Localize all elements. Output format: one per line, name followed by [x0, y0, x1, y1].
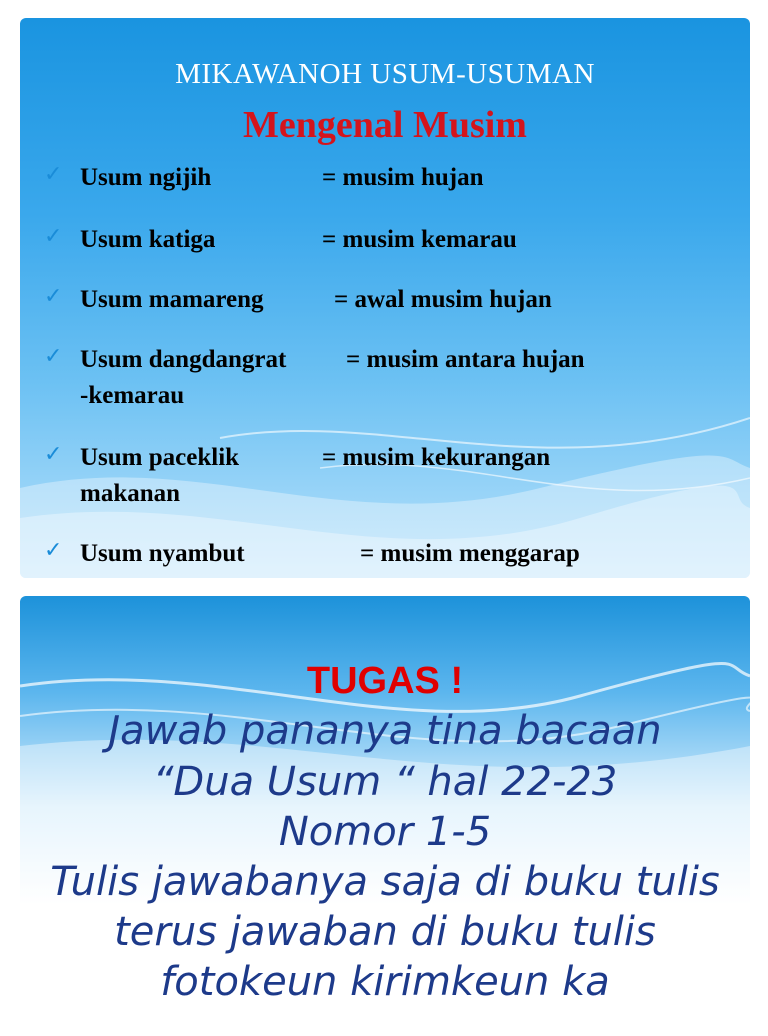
season-term: Usum nyambut — [80, 540, 245, 567]
checkmark-icon: ✓ — [44, 344, 63, 369]
season-definition-continued: -kemarau — [80, 382, 185, 409]
task-line: Jawab pananya tina bacaan — [108, 708, 662, 754]
task-line: Nomor 1-5 — [278, 809, 492, 855]
season-definition: = musim kekurangan — [322, 444, 551, 471]
task-heading: TUGAS ! — [306, 660, 464, 702]
task-line: terus jawaban di buku tulis — [114, 909, 656, 955]
checkmark-icon: ✓ — [44, 442, 63, 467]
season-term: Usum paceklik — [80, 444, 240, 471]
checkmark-icon: ✓ — [44, 162, 63, 187]
season-definition: = awal musim hujan — [334, 286, 552, 313]
season-definition: = musim hujan — [322, 164, 484, 191]
season-term: Usum mamareng — [80, 286, 264, 313]
task-line: Tulis jawabanya saja di buku tulis — [50, 859, 720, 905]
season-definition: = musim antara hujan — [346, 346, 585, 373]
season-term: Usum dangdangrat — [80, 346, 287, 373]
checkmark-icon: ✓ — [44, 538, 63, 563]
task-line: “Dua Usum “ hal 22-23 — [152, 759, 618, 805]
season-term: Usum katiga — [80, 226, 216, 253]
slide-subtitle: Mengenal Musim — [243, 104, 527, 146]
season-term: Usum ngijih — [80, 164, 212, 191]
slide-tugas — [20, 596, 750, 1036]
season-definition-continued: makanan — [80, 480, 181, 507]
season-definition: = musim menggarap — [360, 540, 580, 567]
task-line: fotokeun kirimkeun ka — [160, 959, 610, 1005]
slide-mengenal-musim — [20, 18, 750, 578]
slide-title: MIKAWANOH USUM-USUMAN — [175, 58, 595, 90]
checkmark-icon: ✓ — [44, 284, 63, 309]
checkmark-icon: ✓ — [44, 224, 63, 249]
season-definition: = musim kemarau — [322, 226, 517, 253]
